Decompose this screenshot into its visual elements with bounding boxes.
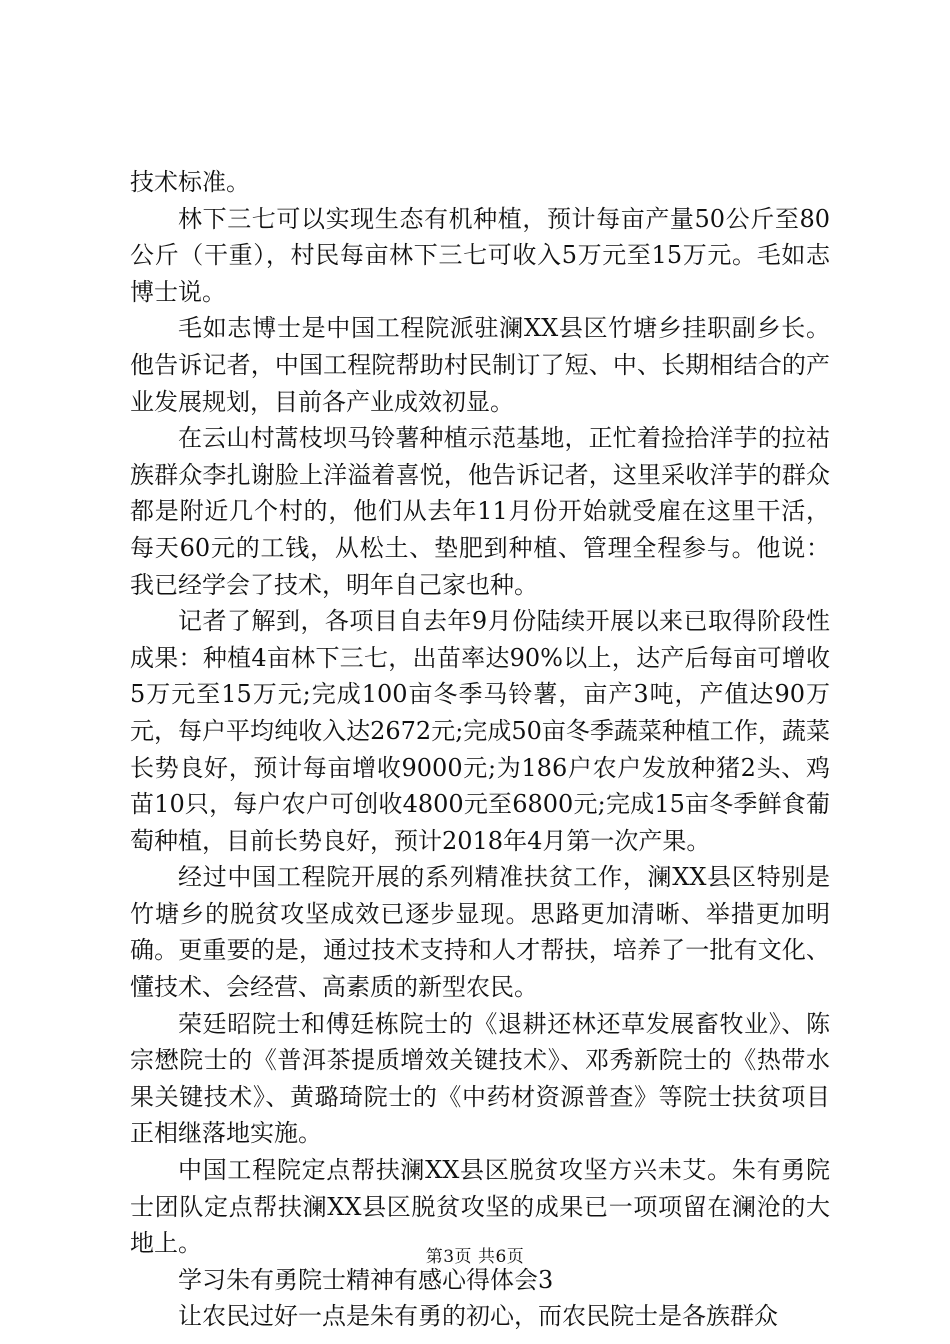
paragraph-poverty-effect: 经过中国工程院开展的系列精准扶贫工作，澜XX县区特别是竹塘乡的脱贫攻坚成效已逐步显现。思路更加清晰、举措更加明确。更重要的是，通过技术支持和人才帮扶，培养了一批有文化、懂技术、会经营、高素质的新型农民。 [130,863,830,1002]
paragraph-potato-base: 在云山村蒿枝坝马铃薯种植示范基地，正忙着捡拾洋芋的拉祜族群众李扎谢脸上洋溢着喜悦，他告诉记者，这里采收洋芋的群众都是附近几个村的，他们从去年11月份开始就受雇在这里干活，每天60元的工钱，从松土、垫肥到种植、管理全程参与。他说：我已经学会了技术，明年自己家也种。 [130,424,830,599]
page-number-footer: 第3页 共6页 [425,1247,525,1267]
paragraph-achievements: 中国工程院定点帮扶澜XX县区脱贫攻坚方兴未艾。朱有勇院士团队定点帮扶澜XX县区脱贫攻坚的成果已一项项留在澜沧的大地上。 [130,1156,830,1258]
paragraph-academician-projects: 荣廷昭院士和傅廷栋院士的《退耕还林还草发展畜牧业》、陈宗懋院士的《普洱茶提质增效关键技术》、邓秀新院士的《热带水果关键技术》、黄璐琦院士的《中药材资源普查》等院士扶贫项目正相继落地实施。 [130,1009,830,1148]
document-body [130,164,830,1335]
paragraph-sanqi-yield: 林下三七可以实现生态有机种植，预计每亩产量50公斤至80公斤（干重），村民每亩林下三七可收入5万元至15万元。毛如志博士说。 [130,204,830,306]
section-heading: 学习朱有勇院士精神有感心得体会3 [178,1265,554,1294]
paragraph-continuation: 技术标准。 [130,168,250,196]
paragraph-project-results: 记者了解到，各项目自去年9月份陆续开展以来已取得阶段性成果：种植4亩林下三七，出苗率达90%以上，达产后每亩可增收5万元至15万元;完成100亩冬季马铃薯，亩产3吨，产值达90万元，每户平均纯收入达2672元;完成50亩冬季蔬菜种植工作，蔬菜长势良好，预计每亩增收9000元;为186户农户发放种猪2头、鸡苗10只，每户农户可创收4800元至6800元;完成15亩冬季鲜食葡萄种植，目前长势良好，预计2018年4月第一次产果。 [130,607,830,855]
paragraph-intro-original-aspiration: 让农民过好一点是朱有勇的初心，而农民院士是各族群众 [178,1302,778,1331]
paragraph-dr-mao: 毛如志博士是中国工程院派驻澜XX县区竹塘乡挂职副乡长。他告诉记者，中国工程院帮助村民制订了短、中、长期相结合的产业发展规划，目前各产业成效初显。 [130,314,830,416]
